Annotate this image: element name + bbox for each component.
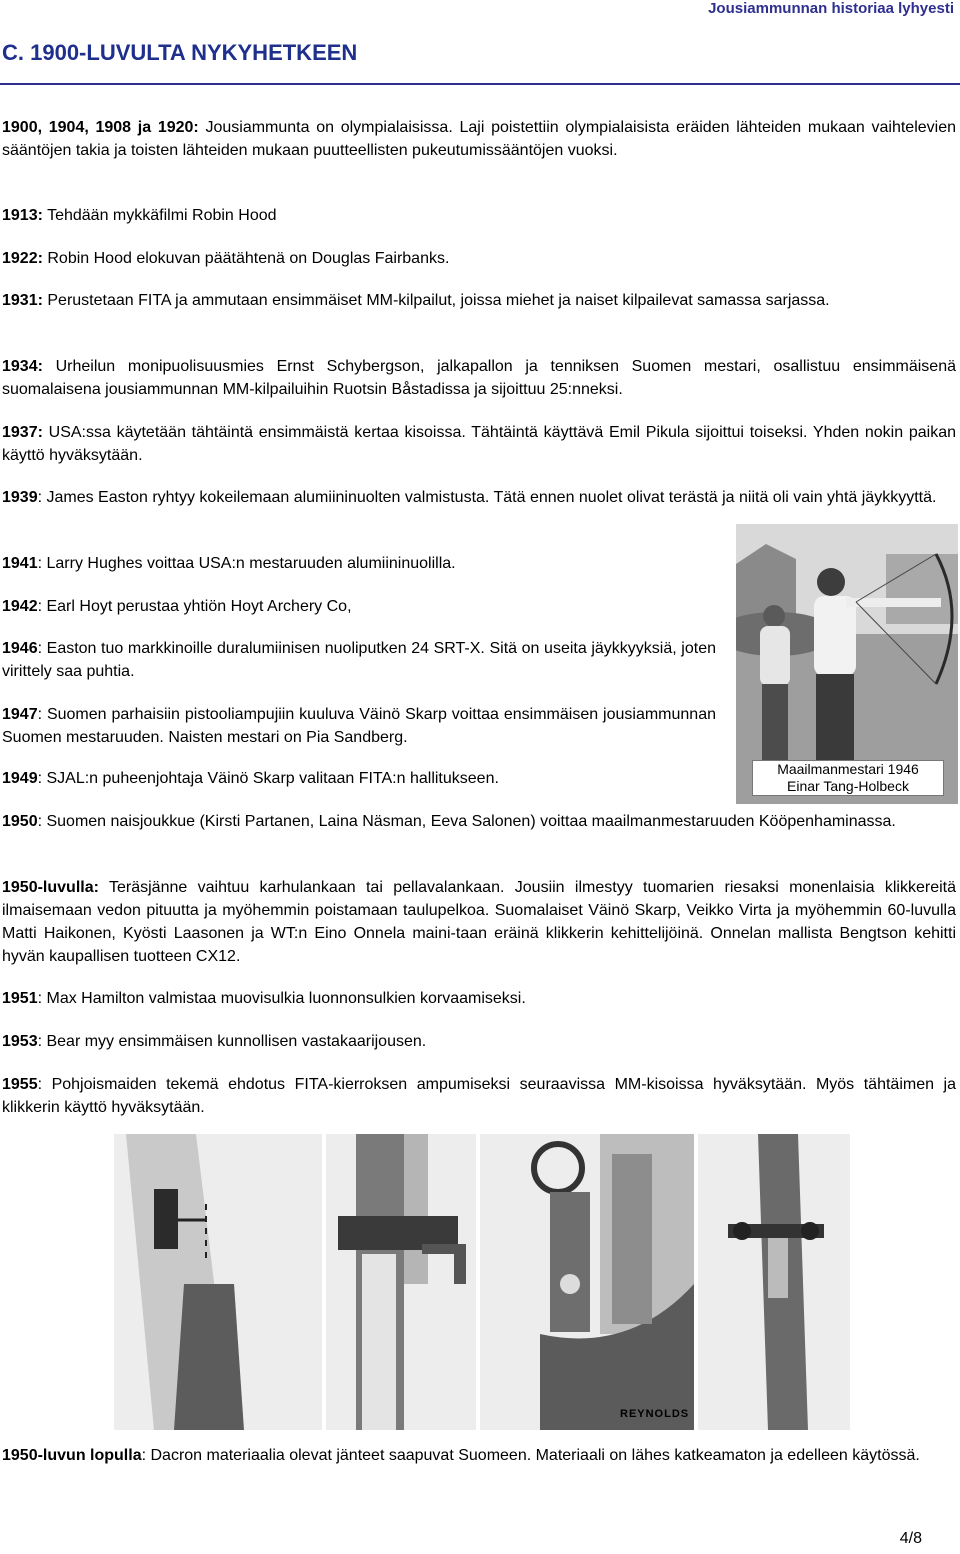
- entry-text: : Pohjoismaiden tekemä ehdotus FITA-kierroksen ampumiseksi seuraavissa MM-kisoissa hyväksytään. Myös tähtäimen ja klikkerin käyttö hyväksytään.: [2, 1076, 956, 1116]
- entry-text: Teräsjänne vaihtuu karhulankaan tai pellavalankaan. Jousiin ilmestyy tuomarien riesaksi monenlaisia klikkereitä ilmaisemaan vedon pituutta ja myöhemmin poistamaan taulupelkoa. Suomalaiset Väinö Skarp, Veikko Virta ja myöhemmin 60-luvulla Matti Haikonen, Kyösti Laasonen ja WT:n Eino Onnela maini-taan eräinä klikkerin kehittelijöinä. Onnelan mallista Bengtson kehitti hyvän kaupallisen tuotteen CX12.: [2, 879, 956, 965]
- entry-1947: [2, 703, 716, 749]
- header-rule: [0, 83, 960, 85]
- entry-1941: [2, 552, 716, 575]
- entry-year: 1947: [2, 706, 38, 723]
- entry-text: : Larry Hughes voittaa USA:n mestaruuden alumiininuolilla.: [37, 555, 456, 572]
- entry-year: 1942: [2, 598, 38, 615]
- entry-year: 1934:: [2, 358, 43, 375]
- entry-1953: [2, 1030, 956, 1053]
- entry-text: : Suomen naisjoukkue (Kirsti Partanen, Laina Näsman, Eeva Salonen) voittaa maailmanmestaruuden Kööpenhaminassa.: [37, 813, 896, 830]
- entry-text: Urheilun monipuolisuusmies Ernst Schybergson, jalkapallon ja tenniksen Suomen mestari, osallistuu ensimmäisenä suomalaisena jousiammunnan MM-kilpailuihin Ruotsin Båstadissa ja sijoittuu 25:nneksi.: [2, 358, 956, 398]
- entry-text: : Max Hamilton valmistaa muovisulkia luonnonsulkien korvaamiseksi.: [37, 990, 526, 1007]
- reynolds-sight-figure: [480, 1134, 694, 1430]
- entry-1950s: [2, 876, 956, 968]
- entry-year: 1953: [2, 1033, 38, 1050]
- page-title: C. 1900-LUVULTA NYKYHETKEEN: [2, 40, 358, 65]
- entry-1946: [2, 637, 716, 683]
- entry-text: Robin Hood elokuvan päätähtenä on Douglas Fairbanks.: [42, 250, 450, 267]
- bow-sight-figures: [114, 1134, 850, 1430]
- entry-1949: [2, 767, 716, 790]
- entry-1922: [2, 247, 956, 270]
- entry-1934: [2, 355, 956, 401]
- sight-bar-figure: [326, 1134, 476, 1430]
- entry-year: 1946: [2, 640, 38, 657]
- entry-late-1950s: [2, 1444, 956, 1467]
- entry-text: : Suomen parhaisiin pistooliampujiin kuuluva Väinö Skarp voittaa ensimmäisen jousiammunnan Suomen mestaruuden. Naisten mestari on Pia Sandberg.: [2, 706, 716, 746]
- page-number: 4/8: [899, 1530, 922, 1547]
- reynolds-sight-art: [480, 1134, 694, 1430]
- entry-year: 1950: [2, 813, 38, 830]
- entry-1900: [2, 116, 956, 162]
- entry-1913: [2, 204, 956, 227]
- entry-year: 1922:: [2, 250, 43, 267]
- entry-year: 1950-luvun lopulla: [2, 1447, 142, 1464]
- caption-line-2: Einar Tang-Holbeck: [787, 778, 909, 794]
- sight-bar-art: [326, 1134, 476, 1430]
- entry-year: 1937:: [2, 424, 43, 441]
- entry-year: 1913:: [2, 207, 43, 224]
- entry-text: : Dacron materiaalia olevat jänteet saapuvat Suomeen. Materiaali on lähes katkeamaton ja edelleen käytössä.: [141, 1447, 920, 1464]
- clicker-art: [114, 1134, 322, 1430]
- entry-text: : Earl Hoyt perustaa yhtiön Hoyt Archery Co,: [37, 598, 352, 615]
- sight-slide-figure: [698, 1134, 850, 1430]
- entry-year: 1931:: [2, 292, 43, 309]
- entry-text: Perustetaan FITA ja ammutaan ensimmäiset MM-kilpailut, joissa miehet ja naiset kilpailevat samassa sarjassa.: [42, 292, 830, 309]
- entry-year: 1955: [2, 1076, 38, 1093]
- entry-text: : Bear myy ensimmäisen kunnollisen vastakaarijousen.: [37, 1033, 427, 1050]
- entry-year: 1900, 1904, 1908 ja 1920:: [2, 119, 199, 136]
- entry-1955: [2, 1073, 956, 1119]
- entry-1939: [2, 486, 956, 509]
- reynolds-brand-label: REYNOLDS: [620, 1408, 690, 1420]
- running-header: Jousiammunnan historiaa lyhyesti: [708, 0, 954, 17]
- entry-text: USA:ssa käytetään tähtäintä ensimmäistä kertaa kisoissa. Tähtäintä käyttävä Emil Pikula sijoittui toiseksi. Yhden nokin paikan käyttö hyväksytään.: [2, 424, 956, 464]
- entry-text: Tehdään mykkäfilmi Robin Hood: [42, 207, 277, 224]
- entry-1937: [2, 421, 956, 467]
- entry-year: 1949: [2, 770, 38, 787]
- clicker-figure: [114, 1134, 322, 1430]
- sight-slide-art: [698, 1134, 850, 1430]
- entry-text: : SJAL:n puheenjohtaja Väinö Skarp valitaan FITA:n hallitukseen.: [37, 770, 499, 787]
- entry-1931: [2, 289, 956, 312]
- entry-year: 1941: [2, 555, 38, 572]
- entry-year: 1951: [2, 990, 38, 1007]
- entry-1950: [2, 810, 956, 833]
- entry-text: : Easton tuo markkinoille duralumiinisen nuoliputken 24 SRT-X. Sitä on useita jäykkyyksiä, joten virittely saa puhtia.: [2, 640, 716, 680]
- entry-text: : James Easton ryhtyy kokeilemaan alumiininuolten valmistusta. Tätä ennen nuolet olivat terästä ja niitä oli vain yhtä jäykkyyttä.: [37, 489, 937, 506]
- entry-text: Jousiammunta on olympialaisissa. Laji poistettiin olympialaisista eräiden lähteiden mukaan vaihtelevien sääntöjen takia ja toisten lähteiden mukaan puutteellisten pukeutumissääntöjen vuoksi.: [2, 119, 956, 159]
- entry-1951: [2, 987, 956, 1010]
- caption-line-1: Maailmanmestari 1946: [777, 761, 919, 777]
- entry-1942: [2, 595, 716, 618]
- entry-year: 1939: [2, 489, 38, 506]
- entry-year: 1950-luvulla:: [2, 879, 99, 896]
- photo-caption: [752, 760, 944, 796]
